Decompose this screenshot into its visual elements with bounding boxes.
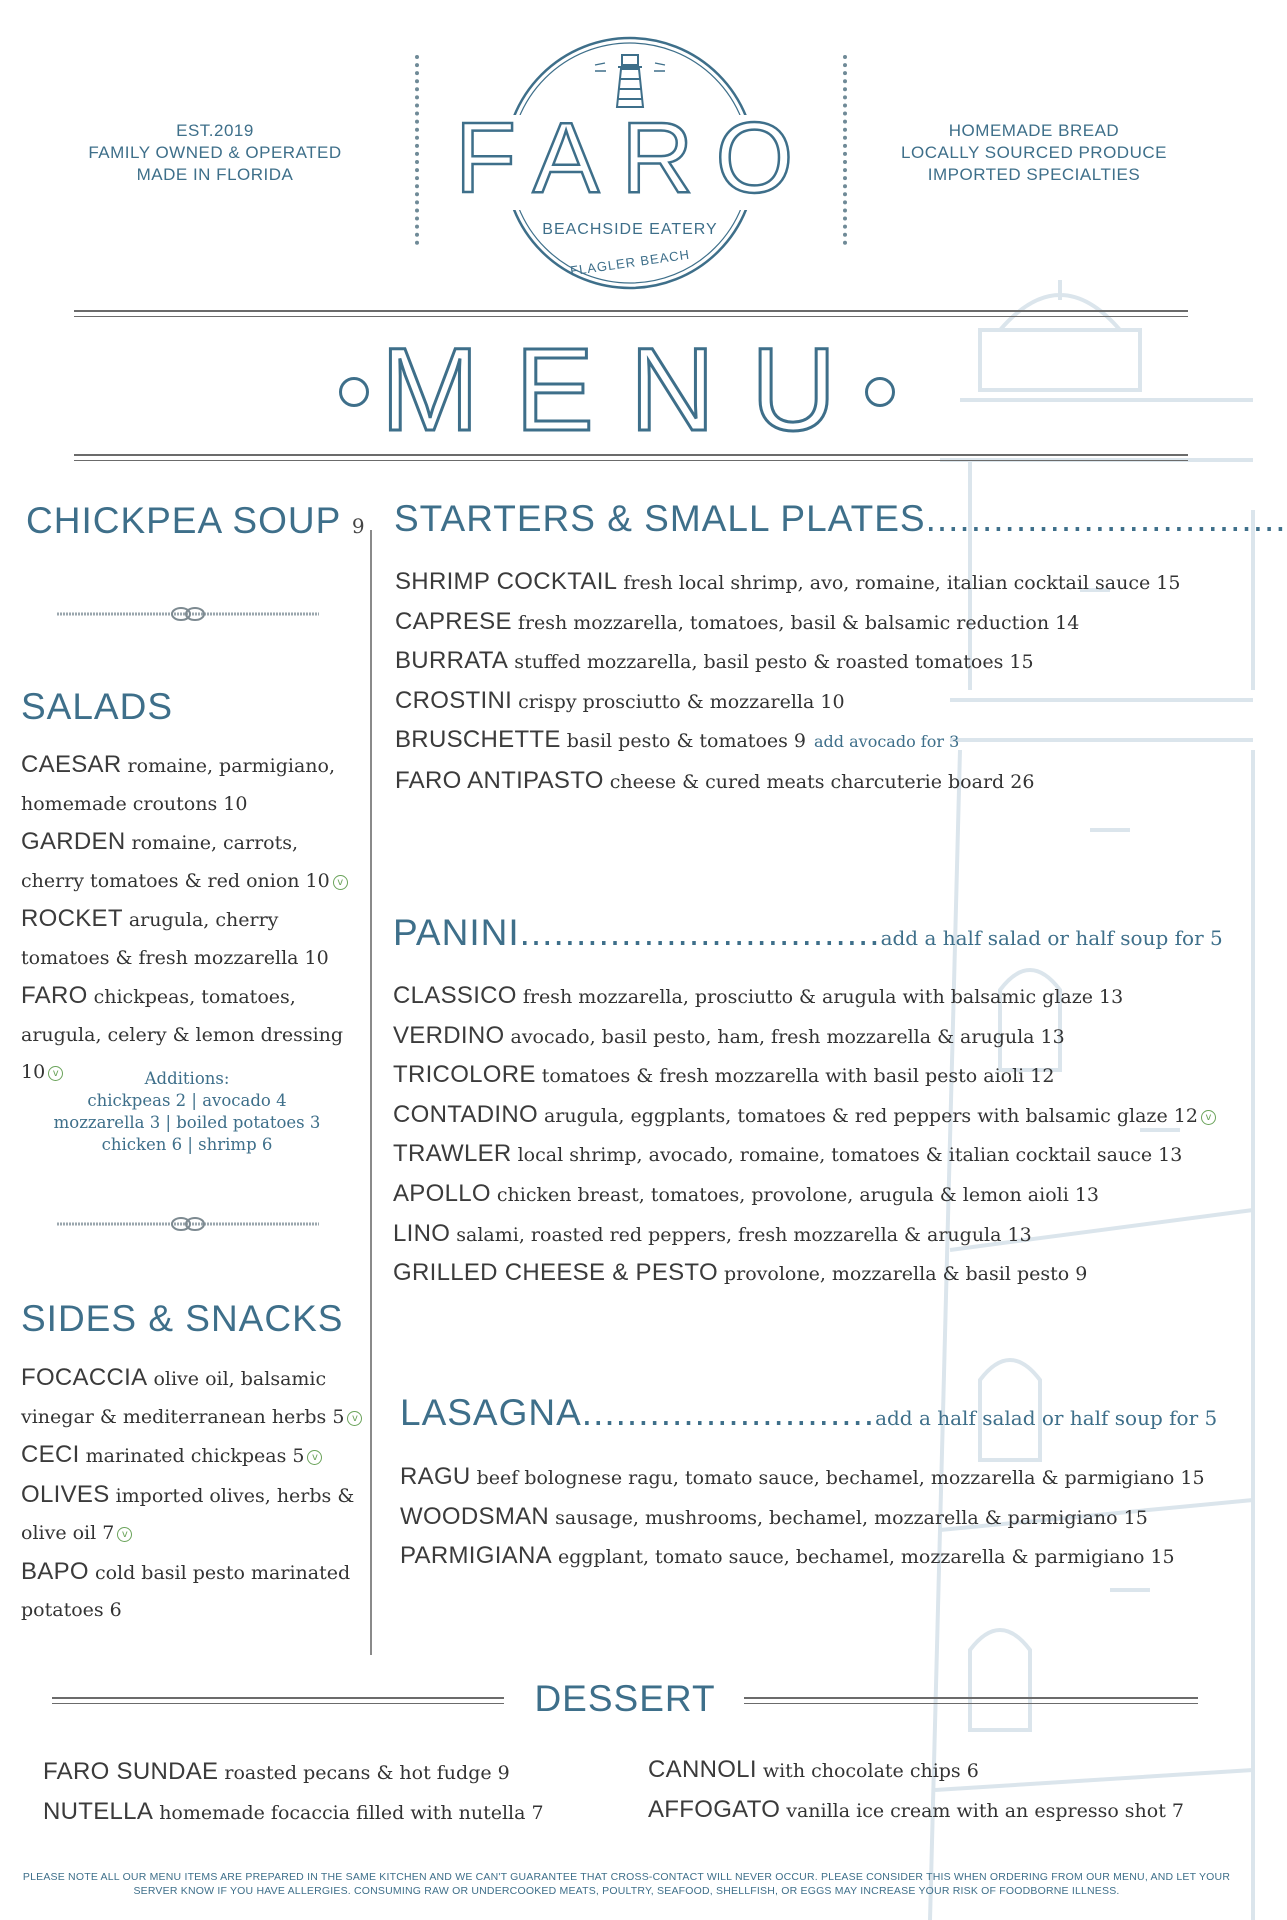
- dessert-rule-left: [52, 1697, 504, 1704]
- item-desc: fresh local shrimp, avo, romaine, italian cocktail sauce 15: [623, 572, 1181, 594]
- list-item: [648, 1751, 1238, 1791]
- menu-bottom-rule: [74, 454, 1188, 461]
- item-name: APOLLO: [393, 1179, 491, 1207]
- salads-list: [21, 746, 366, 1092]
- list-item: [393, 1017, 1223, 1057]
- addition-line: chicken 6 | shrimp 6: [101, 1135, 273, 1154]
- column-divider: [370, 530, 372, 1655]
- item-desc: cold basil pesto marinated potatoes 6: [21, 1561, 351, 1621]
- imported-specialties-text: IMPORTED SPECIALTIES: [927, 165, 1141, 184]
- menu-top-rule: [74, 310, 1188, 317]
- salad-additions: [22, 1068, 352, 1156]
- rope-knot-icon: [57, 606, 319, 622]
- chickpea-soup-heading: [26, 500, 365, 547]
- menu-bullet-right: [865, 377, 895, 407]
- list-item: [400, 1498, 1230, 1538]
- item-name: BURRATA: [395, 647, 509, 675]
- salads-heading: SALADS: [21, 686, 174, 727]
- item-desc: salami, roasted red peppers, fresh mozzarella & arugula 13: [456, 1223, 1032, 1246]
- list-item: [21, 823, 366, 900]
- starters-heading: [394, 498, 1287, 540]
- list-item: [21, 1553, 366, 1630]
- item-name: CECI: [21, 1441, 80, 1468]
- menu-title: MENU: [380, 324, 873, 456]
- item-name: FARO: [21, 982, 88, 1009]
- item-desc: romaine, parmigiano, homemade croutons 10: [21, 755, 335, 815]
- item-name: CAESAR: [21, 751, 122, 778]
- list-item: [400, 1458, 1230, 1498]
- item-desc: local shrimp, avocado, romaine, tomatoes & italian cocktail sauce 13: [517, 1144, 1183, 1167]
- homemade-bread-text: HOMEMADE BREAD: [948, 121, 1120, 140]
- item-name: TRAWLER: [393, 1140, 512, 1168]
- lasagna-note: add a half salad or half soup for 5: [875, 1406, 1218, 1430]
- logo: [455, 15, 816, 290]
- item-desc: chicken breast, tomatoes, provolone, arugula & lemon aioli 13: [496, 1183, 1100, 1206]
- list-item: [648, 1791, 1238, 1831]
- item-name: FARO SUNDAE: [43, 1758, 219, 1785]
- dessert-list-left: [43, 1753, 623, 1832]
- list-item: [21, 1436, 366, 1476]
- list-item: [395, 642, 1225, 682]
- item-desc: fresh mozzarella, prosciutto & arugula with balsamic glaze 13: [522, 986, 1124, 1008]
- item-name: BRUSCHETTE: [395, 726, 561, 754]
- chickpea-soup-price: 9: [351, 514, 365, 538]
- local-produce-text: LOCALLY SOURCED PRODUCE: [901, 143, 1167, 162]
- item-desc: crispy prosciutto & mozzarella 10: [518, 690, 845, 713]
- vegetarian-icon: v: [48, 1066, 63, 1081]
- chickpea-soup-title: CHICKPEA SOUP: [26, 500, 341, 541]
- item-name: CONTADINO: [393, 1100, 538, 1128]
- left-dotted-divider: [415, 55, 419, 245]
- list-item: [395, 721, 1225, 762]
- item-desc: eggplant, tomato sauce, bechamel, mozzarella & parmigiano 15: [557, 1546, 1175, 1569]
- item-desc: with chocolate chips 6: [762, 1760, 979, 1782]
- list-item: [395, 682, 1225, 722]
- item-desc: stuffed mozzarella, basil pesto & roasted tomatoes 15: [514, 651, 1034, 674]
- vegetarian-icon: v: [1201, 1110, 1216, 1125]
- starters-title: STARTERS & SMALL PLATES: [394, 498, 926, 539]
- item-desc: homemade focaccia filled with nutella 7: [159, 1801, 544, 1824]
- rope-knot-icon: [57, 1216, 319, 1232]
- item-desc: marinated chickpeas 5: [85, 1445, 305, 1467]
- starters-list: [395, 563, 1225, 802]
- item-desc: provolone, mozzarella & basil pesto 9: [723, 1263, 1088, 1286]
- item-name: FOCACCIA: [21, 1364, 148, 1391]
- lasagna-title: LASAGNA: [400, 1392, 582, 1433]
- list-item: [393, 1135, 1223, 1175]
- item-desc: fresh mozzarella, tomatoes, basil & balsamic reduction 14: [517, 611, 1080, 634]
- family-owned-text: FAMILY OWNED & OPERATED: [88, 143, 342, 162]
- list-item: [393, 977, 1223, 1017]
- list-item: [21, 1359, 366, 1436]
- item-name: TRICOLORE: [393, 1061, 536, 1089]
- item-desc: chickpeas, tomatoes, arugula, celery & lemon dressing 10: [21, 986, 344, 1083]
- item-desc: romaine, carrots, cherry tomatoes & red onion 10: [21, 832, 330, 892]
- logo-subtitle: BEACHSIDE EATERY: [542, 221, 718, 238]
- addition-line: chickpeas 2 | avocado 4: [87, 1091, 287, 1110]
- item-desc: imported olives, herbs & olive oil 7: [21, 1484, 355, 1544]
- item-desc: sausage, mushrooms, bechamel, mozzarella & parmigiano 15: [555, 1506, 1148, 1529]
- sides-heading: SIDES & SNACKS: [21, 1298, 344, 1339]
- dessert-rule-right: [744, 1697, 1198, 1704]
- additions-title: Additions:: [144, 1069, 230, 1088]
- dessert-heading: DESSERT: [534, 1678, 716, 1719]
- list-item: [43, 1793, 623, 1833]
- made-in-florida-text: MADE IN FLORIDA: [136, 165, 294, 184]
- lasagna-list: [400, 1458, 1230, 1577]
- vegetarian-icon: v: [347, 1411, 362, 1426]
- list-item: [395, 603, 1225, 643]
- item-name: GARDEN: [21, 828, 126, 855]
- panini-list: [393, 977, 1223, 1294]
- item-desc: tomatoes & fresh mozzarella with basil pesto aioli 12: [541, 1065, 1055, 1088]
- item-desc: avocado, basil pesto, ham, fresh mozzarella & arugula 13: [510, 1025, 1065, 1048]
- list-item: [400, 1537, 1230, 1577]
- item-desc: beef bolognese ragu, tomato sauce, bechamel, mozzarella & parmigiano 15: [476, 1467, 1205, 1489]
- item-desc: arugula, eggplants, tomatoes & red peppers with balsamic glaze 12: [543, 1104, 1198, 1127]
- logo-location: FLAGLER BEACH: [569, 246, 691, 279]
- est-year: EST.2019: [176, 121, 254, 140]
- list-item: [395, 762, 1225, 802]
- lighthouse-icon: [595, 55, 665, 107]
- list-item: [393, 1254, 1223, 1294]
- item-name: CROSTINI: [395, 686, 513, 714]
- item-name: SHRIMP COCKTAIL: [395, 568, 618, 595]
- item-name: PARMIGIANA: [400, 1542, 552, 1570]
- dotted-leader: ................................: [519, 912, 881, 953]
- item-name: BAPO: [21, 1557, 89, 1585]
- right-tagline: [884, 120, 1184, 186]
- left-tagline: [65, 120, 365, 186]
- allergy-disclaimer: PLEASE NOTE ALL OUR MENU ITEMS ARE PREPARED IN THE SAME KITCHEN AND WE CAN'T GUARANTEE THAT CROSS-CONTACT WILL NEVER OCCUR. PLEASE CONSIDER THIS WHEN ORDERING FROM OUR MENU, AND LET YOUR SERVER KNOW IF YOU HAVE ALLERGIES. CONSUMING RAW OR UNDERCOOKED MEATS, POULTRY, SEAFOOD, SHELLFISH, OR EGGS MAY INCREASE YOUR RISK OF FOODBORNE ILLNESS.: [22, 1871, 1231, 1897]
- item-desc: vanilla ice cream with an espresso shot 7: [786, 1799, 1184, 1822]
- item-name: ROCKET: [21, 905, 123, 932]
- panini-note: add a half salad or half soup for 5: [880, 926, 1223, 950]
- list-item: [393, 1215, 1223, 1255]
- item-name: GRILLED CHEESE & PESTO: [393, 1259, 718, 1287]
- list-item: [21, 900, 366, 977]
- dotted-leader: ..........................: [581, 1392, 876, 1433]
- vegetarian-icon: v: [333, 875, 348, 890]
- list-item: [393, 1175, 1223, 1215]
- item-desc: roasted pecans & hot fudge 9: [224, 1762, 510, 1784]
- right-dotted-divider: [843, 55, 847, 245]
- dotted-leader: ................................: [925, 498, 1287, 539]
- item-desc: arugula, cherry tomatoes & fresh mozzarella 10: [21, 909, 329, 969]
- vegetarian-icon: v: [307, 1450, 322, 1465]
- item-name: AFFOGATO: [648, 1795, 781, 1823]
- item-desc: cheese & cured meats charcuterie board 26: [609, 770, 1035, 793]
- addition-line: mozzarella 3 | boiled potatoes 3: [53, 1113, 321, 1132]
- list-item: [395, 563, 1225, 603]
- list-item: [393, 1056, 1223, 1096]
- list-item: [43, 1753, 623, 1793]
- dessert-list-right: [648, 1751, 1238, 1830]
- item-name: CANNOLI: [648, 1756, 757, 1783]
- panini-heading: [393, 912, 1223, 959]
- panini-title: PANINI: [393, 912, 520, 953]
- item-name: WOODSMAN: [400, 1502, 550, 1530]
- logo-name: FARO: [455, 102, 816, 214]
- list-item: [21, 1476, 366, 1553]
- lasagna-heading: [400, 1392, 1217, 1439]
- item-name: CAPRESE: [395, 607, 512, 635]
- item-name: CLASSICO: [393, 982, 517, 1009]
- item-name: VERDINO: [393, 1021, 505, 1049]
- item-name: FARO ANTIPASTO: [395, 766, 604, 794]
- item-name: OLIVES: [21, 1480, 110, 1508]
- item-desc: basil pesto & tomatoes 9: [566, 730, 807, 753]
- item-name: LINO: [393, 1219, 451, 1247]
- item-name: RAGU: [400, 1463, 471, 1490]
- list-item: [393, 1096, 1223, 1136]
- item-desc: olive oil, balsamic vinegar & mediterranean herbs 5: [21, 1368, 345, 1428]
- item-addon: add avocado for 3: [814, 732, 960, 752]
- vegetarian-icon: v: [117, 1527, 132, 1542]
- item-name: NUTELLA: [43, 1797, 154, 1825]
- list-item: [21, 746, 366, 823]
- sides-list: [21, 1359, 366, 1630]
